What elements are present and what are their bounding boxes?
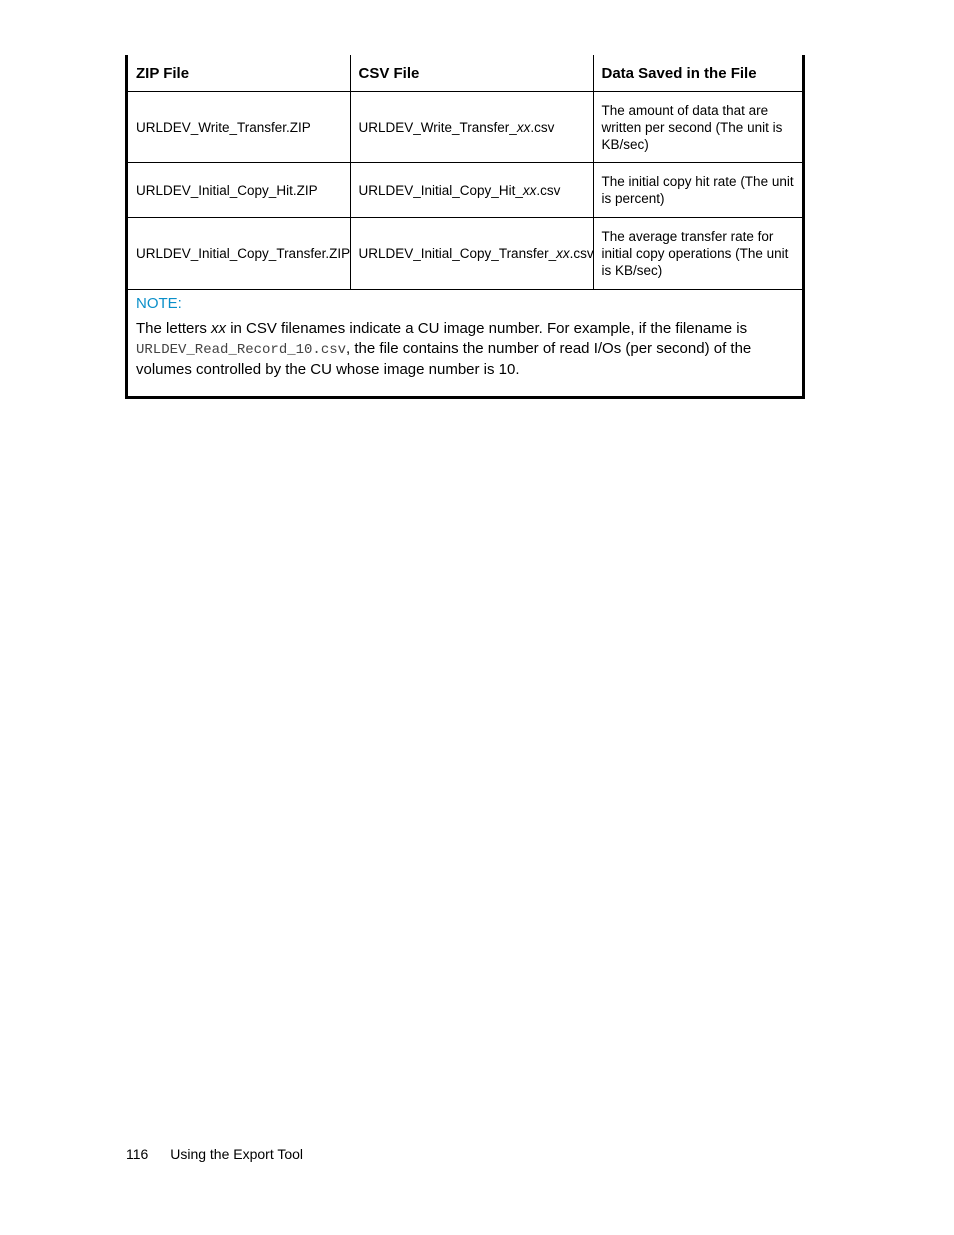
note-code-filename: URLDEV_Read_Record_10.csv xyxy=(136,342,347,358)
csv-file-cell xyxy=(350,163,593,218)
csv-variable: xx xyxy=(522,182,537,198)
note-text-2: in CSV filenames indicate a CU image number. For example, if the filename is xyxy=(226,320,748,337)
csv-prefix: URLDEV_Initial_Copy_Transfer_ xyxy=(358,246,557,261)
header-data-saved: Data Saved in the File xyxy=(593,55,802,92)
zip-file-cell: URLDEV_Write_Transfer.ZIP xyxy=(128,92,350,163)
csv-suffix: .csv xyxy=(536,182,561,198)
csv-variable: xx xyxy=(516,119,531,135)
zip-file-cell: URLDEV_Initial_Copy_Transfer.ZIP xyxy=(128,218,350,290)
header-csv-file: CSV File xyxy=(350,55,593,92)
table-header-row xyxy=(128,55,802,92)
header-zip-file: ZIP File xyxy=(128,55,350,92)
note-row xyxy=(128,290,802,397)
section-title: Using the Export Tool xyxy=(170,1146,304,1162)
csv-suffix: .csv xyxy=(530,119,555,135)
note-label: NOTE: xyxy=(136,295,182,312)
description-cell: The amount of data that are written per second (The unit is KB/sec) xyxy=(593,92,802,163)
table-row xyxy=(128,163,802,218)
csv-file-cell xyxy=(350,218,593,290)
page-number: 116 xyxy=(126,1146,149,1162)
file-table xyxy=(128,55,802,396)
note-variable: xx xyxy=(211,320,227,337)
csv-prefix: URLDEV_Initial_Copy_Hit_ xyxy=(358,182,523,198)
table-row xyxy=(128,92,802,163)
description-cell: The average transfer rate for initial copy operations (The unit is KB/sec) xyxy=(593,218,802,290)
page-footer xyxy=(126,1145,303,1163)
note-text-3: , the file contains the number of read I/Os (per second) of the volumes controlled by the CU whose image number is 10. xyxy=(136,340,752,378)
csv-prefix: URLDEV_Write_Transfer_ xyxy=(358,119,517,135)
csv-suffix: .csv xyxy=(569,246,594,261)
description-cell: The initial copy hit rate (The unit is percent) xyxy=(593,163,802,218)
zip-file-cell: URLDEV_Initial_Copy_Hit.ZIP xyxy=(128,163,350,218)
file-table-frame xyxy=(125,55,805,399)
table-row xyxy=(128,218,802,290)
note-text-1: The letters xyxy=(136,320,212,337)
note-cell xyxy=(128,290,802,397)
csv-file-cell xyxy=(350,92,593,163)
note-body xyxy=(136,319,794,380)
csv-variable: xx xyxy=(556,246,570,261)
